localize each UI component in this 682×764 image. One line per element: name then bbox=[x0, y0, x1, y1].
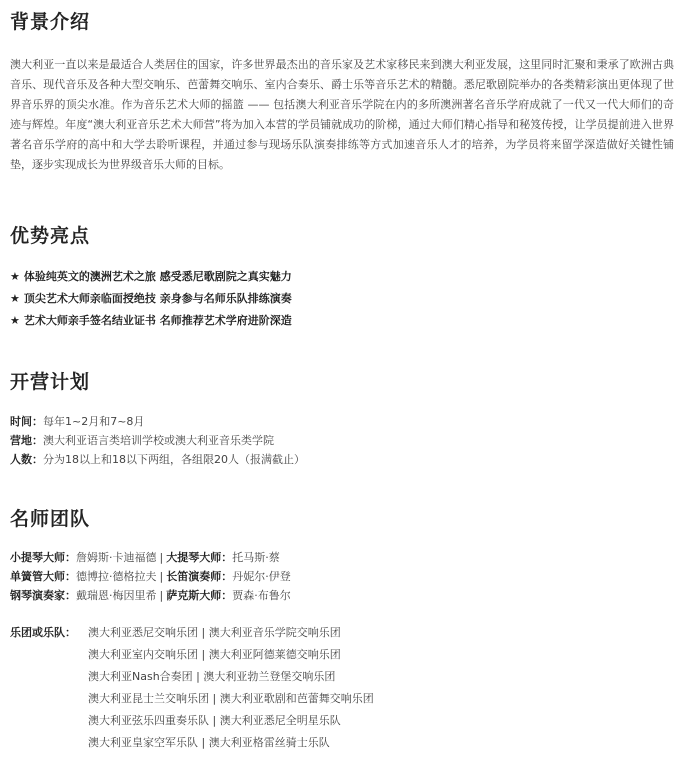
highlights-list bbox=[10, 266, 292, 332]
teacher-name: 贾森·布鲁尔 bbox=[232, 589, 291, 602]
teacher-role: 长笛演奏师： bbox=[166, 570, 233, 583]
orchestra-list bbox=[88, 622, 374, 754]
orchestra-item: 澳大利亚室内交响乐团 | 澳大利亚阿德莱德交响乐团 bbox=[88, 648, 341, 661]
highlight-item bbox=[10, 266, 292, 288]
highlight-text: 体验纯英文的澳洲艺术之旅 感受悉尼歌剧院之真实魅力 bbox=[23, 270, 292, 283]
teacher-name: 詹姆斯·卡迪福德 bbox=[76, 551, 157, 564]
teacher-role: 钢琴演奏家： bbox=[10, 589, 76, 602]
teacher-row bbox=[10, 567, 291, 586]
plan-title: 开营计划 bbox=[10, 371, 91, 393]
teacher-role: 萨克斯大师： bbox=[166, 589, 233, 602]
orchestra-label: 乐团或乐队： bbox=[10, 626, 76, 639]
highlight-text: 艺术大师亲手签名结业证书 名师推荐艺术学府进阶深造 bbox=[23, 314, 292, 327]
star-icon: ★ bbox=[10, 314, 20, 327]
orchestra-item: 澳大利亚昆士兰交响乐团 | 澳大利亚歌剧和芭蕾舞交响乐团 bbox=[88, 692, 374, 705]
plan-label: 营地： bbox=[10, 434, 43, 447]
orchestra-item: 澳大利亚弦乐四重奏乐队 | 澳大利亚悉尼全明星乐队 bbox=[88, 714, 341, 727]
plan-label: 时间： bbox=[10, 415, 43, 428]
teacher-row bbox=[10, 586, 291, 605]
highlight-item bbox=[10, 310, 292, 332]
teacher-name: 丹妮尔·伊登 bbox=[232, 570, 291, 583]
teacher-name: 德博拉·德格拉夫 bbox=[76, 570, 157, 583]
highlights-title: 优势亮点 bbox=[10, 225, 91, 247]
star-icon: ★ bbox=[10, 292, 20, 305]
plan-value: 每年1~2月和7~8月 bbox=[43, 415, 145, 428]
teacher-row bbox=[10, 548, 291, 567]
intro-paragraph: 澳大利亚一直以来是最适合人类居住的国家，许多世界最杰出的音乐家及艺术家移民来到澳大利亚发展，这里同时汇聚和秉承了欧洲古典音乐、现代音乐及各种大型交响乐、芭蕾舞交响乐、室内合奏乐、爵士乐等音乐艺术的精髓。悉尼歌剧院举办的各类精彩演出更体现了世界音乐界的顶尖水准。作为音乐艺术大师的摇篮 —— 包括澳大利亚音乐学院在内的多所澳洲著名音乐学府成就了一代又一代大师们的奇迹与辉煌。年度“澳大利亚音乐艺术大师营”将为加入本营的学员铺就成功的阶梯，通过大师们精心指导和秘笈传授，让学员提前进入世界著名音乐学府的高中和大学去聆听课程，并通过参与现场乐队演奏排练等方式加速音乐人才的培养，为学员将来留学深造做好关键性铺垫，逐步实现成长为世界级音乐大师的目标。 bbox=[10, 58, 674, 171]
teacher-name: 托马斯·蔡 bbox=[232, 551, 280, 564]
separator: | bbox=[159, 589, 164, 602]
plan-details bbox=[10, 412, 305, 469]
star-icon: ★ bbox=[10, 270, 20, 283]
teacher-role: 小提琴大师： bbox=[10, 551, 76, 564]
highlight-text: 顶尖艺术大师亲临面授绝技 亲身参与名师乐队排练演奏 bbox=[23, 292, 292, 305]
plan-row-size bbox=[10, 450, 305, 469]
orchestra-item: 澳大利亚Nash合奏团 | 澳大利亚勃兰登堡交响乐团 bbox=[88, 670, 336, 683]
plan-value: 澳大利亚语言类培训学校或澳大利亚音乐类学院 bbox=[43, 434, 274, 447]
teacher-role: 单簧管大师： bbox=[10, 570, 76, 583]
teacher-role: 大提琴大师： bbox=[166, 551, 233, 564]
teacher-name: 戴瑞恩·梅因里希 bbox=[76, 589, 157, 602]
separator: | bbox=[159, 551, 164, 564]
orchestra-item: 澳大利亚悉尼交响乐团 | 澳大利亚音乐学院交响乐团 bbox=[88, 626, 341, 639]
orchestra-block bbox=[10, 622, 374, 754]
plan-value: 分为18以上和18以下两组，各组限20人（报满截止） bbox=[43, 453, 305, 466]
highlight-item bbox=[10, 288, 292, 310]
separator: | bbox=[159, 570, 164, 583]
teachers-title: 名师团队 bbox=[10, 508, 91, 530]
plan-row-time bbox=[10, 412, 305, 431]
teachers-list bbox=[10, 548, 291, 605]
intro-title: 背景介绍 bbox=[10, 11, 91, 33]
plan-label: 人数： bbox=[10, 453, 43, 466]
plan-row-location bbox=[10, 431, 305, 450]
orchestra-item: 澳大利亚皇家空军乐队 | 澳大利亚格雷丝骑士乐队 bbox=[88, 736, 330, 749]
